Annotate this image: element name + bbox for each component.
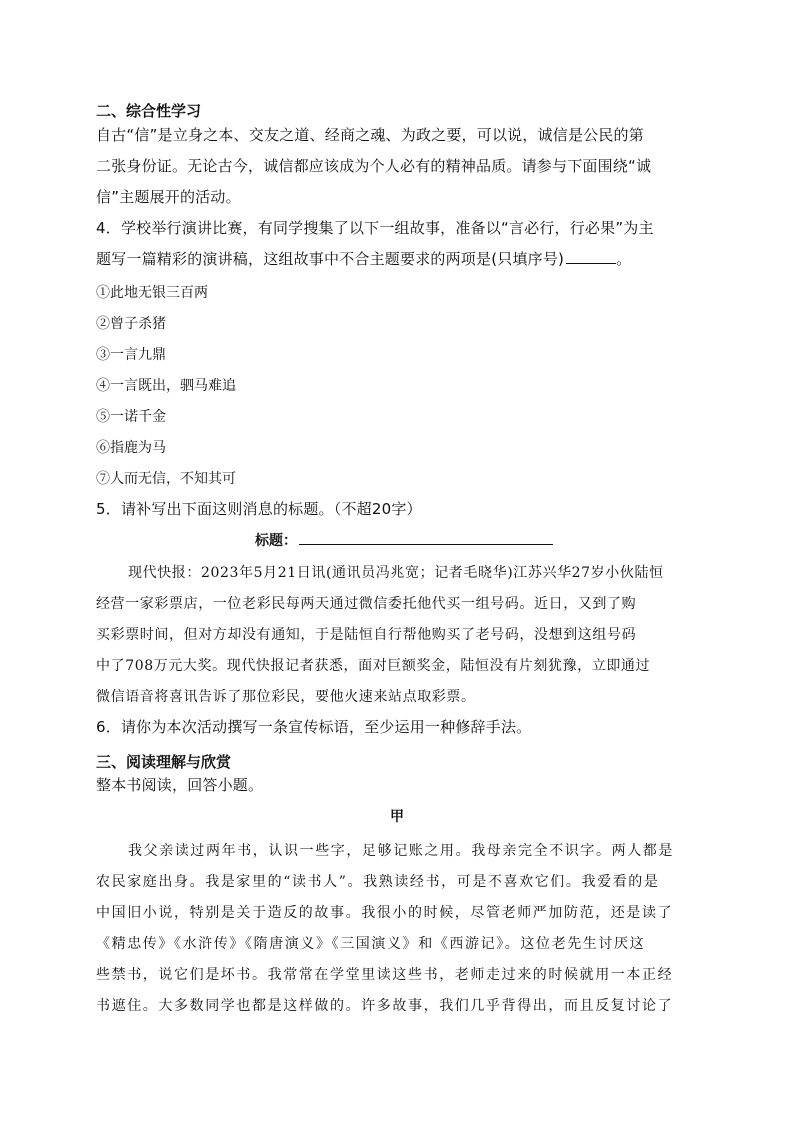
news-line: 中了708万元大奖。现代快报记者获悉，面对巨额奖金，陆恒没有片刻犹豫，立即通过 (96, 658, 651, 674)
passage-line: 《精忠传》《水浒传》《隋唐演义》《三国演义》和《西游记》。这位老先生讨厌这 (96, 936, 646, 952)
title-label: 标题： (255, 533, 297, 549)
option-item: ①此地无银三百两 (96, 285, 208, 301)
option-item: ⑤一诺千金 (96, 409, 166, 425)
section-heading-comprehensive-learning: 二、综合性学习 (96, 102, 202, 120)
passage-line: 农民家庭出身。我是家里的“读书人”。我熟读经书，可是不喜欢它们。我爱看的是 (96, 874, 660, 890)
option-item: ④一言既出，驷马难追 (96, 378, 236, 394)
intro-line: 信”主题展开的活动。 (96, 188, 241, 206)
news-line: 微信语音将喜讯告诉了那位彩民，要他火速来站点取彩票。 (96, 689, 476, 705)
question-4-line (96, 248, 631, 269)
passage-line: 中国旧小说，特别是关于造反的故事。我很小的时候，尽管老师严加防范，还是读了 (96, 905, 674, 921)
news-line: 经营一家彩票店，一位老彩民每两天通过微信委托他代买一组号码。近日，又到了购 (96, 596, 637, 612)
part-label: 甲 (390, 809, 404, 825)
question-5-prompt: 5．请补写出下面这则消息的标题。（不超20字） (96, 500, 422, 518)
news-line: 买彩票时间，但对方却没有通知，于是陆恒自行帮他购买了老号码，没想到这组号码 (96, 627, 637, 643)
option-item: ⑦人而无信，不知其可 (96, 471, 236, 487)
option-item: ②曾子杀猪 (96, 316, 166, 332)
passage-line: 书遮住。大多数同学也都是这样做的。许多故事，我们几乎背得出，而且反复讨论了 (96, 998, 674, 1014)
title-answer-blank[interactable] (299, 530, 553, 545)
question-4-line: 4．学校举行演讲比赛，有同学搜集了以下一组故事，准备以“言必行，行必果”为主 (96, 219, 654, 237)
answer-blank[interactable] (566, 249, 616, 264)
intro-line: 二张身份证。无论古今，诚信都应该成为个人必有的精神品质。请参与下面围绕“诚 (96, 157, 652, 175)
section-heading-reading: 三、阅读理解与欣赏 (96, 753, 232, 771)
passage-line: 些禁书，说它们是坏书。我常常在学堂里读这些书，老师走过来的时候就用一本正经 (96, 967, 674, 983)
section-3-intro: 整本书阅读，回答小题。 (96, 776, 264, 794)
question-6: 6．请你为本次活动撰写一条宣传标语，至少运用一种修辞手法。 (96, 718, 532, 736)
option-item: ③一言九鼎 (96, 347, 166, 363)
question-4-end: 。 (616, 250, 632, 268)
option-item: ⑥指鹿为马 (96, 440, 166, 456)
news-line: 现代快报：2023年5月21日讯(通讯员冯兆宽；记者毛晓华)江苏兴华27岁小伙陆恒 (128, 565, 664, 581)
intro-line: 自古“信”是立身之本、交友之道、经商之魂、为政之要，可以说，诚信是公民的第 (96, 126, 644, 144)
passage-line: 我父亲读过两年书，认识一些字，足够记账之用。我母亲完全不识字。两人都是 (128, 843, 674, 859)
question-4-text: 题写一篇精彩的演讲稿，这组故事中不合主题要求的两项是(只填序号) (96, 250, 565, 268)
news-title-row (255, 530, 553, 550)
